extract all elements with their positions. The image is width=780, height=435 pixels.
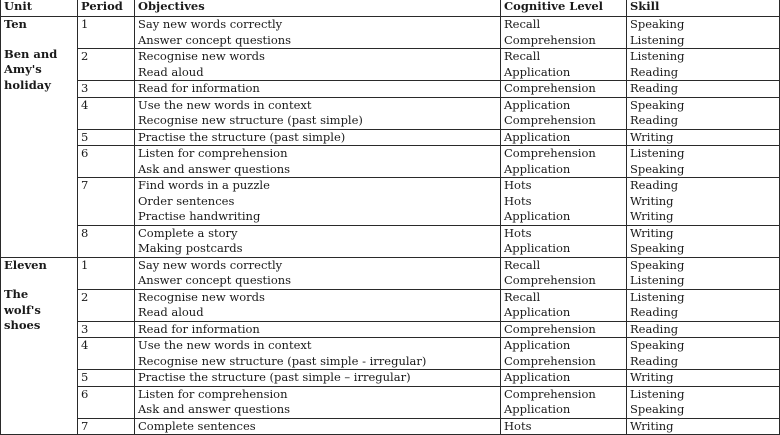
skill-cell (627, 146, 780, 178)
skill-text: Speaking (630, 338, 685, 352)
objective-cell (135, 289, 501, 321)
table-body (1, 17, 780, 435)
skill-text: Writing (630, 225, 674, 240)
table-row (1, 386, 780, 418)
objective-cell (135, 386, 501, 418)
table-row (1, 338, 780, 370)
objective-cell (135, 257, 501, 289)
objective-text: Read aloud (138, 305, 204, 319)
cognitive-level-cell (501, 289, 627, 321)
skill-cell (627, 338, 780, 370)
skill-cell (627, 321, 780, 338)
objective-cell (135, 129, 501, 146)
cognitive-level-text: Hots (504, 193, 532, 208)
skill-cell (627, 257, 780, 289)
cognitive-level-text: Application (504, 209, 571, 223)
skill-cell (627, 370, 780, 387)
objective-cell (135, 370, 501, 387)
objective-cell (135, 321, 501, 338)
cognitive-level-cell (501, 81, 627, 98)
cognitive-level-text: Recall (504, 257, 541, 272)
period-cell: 3 (78, 321, 135, 338)
header-period: Period (78, 0, 135, 17)
skill-text: Reading (630, 113, 679, 127)
skill-cell (627, 17, 780, 49)
skill-text: Speaking (630, 257, 685, 272)
cognitive-level-text: Application (504, 161, 571, 176)
cognitive-level-text: Application (504, 305, 571, 319)
skill-text: Writing (630, 193, 674, 208)
cognitive-level-text: Application (504, 370, 571, 384)
skill-text: Listening (630, 289, 685, 304)
period-cell: 5 (78, 370, 135, 387)
unit-name: Eleven (4, 257, 47, 272)
unit-cell (1, 257, 78, 435)
table-row (1, 49, 780, 81)
period-cell: 8 (78, 225, 135, 257)
cognitive-level-text: Comprehension (504, 353, 596, 368)
objective-text: Practise handwriting (138, 209, 261, 223)
skill-text: Speaking (630, 97, 685, 112)
cognitive-level-text: Recall (504, 49, 541, 63)
cognitive-level-cell (501, 49, 627, 81)
objective-text: Say new words correctly (138, 257, 283, 272)
cognitive-level-text: Application (504, 338, 571, 352)
objective-text: Say new words correctly (138, 17, 283, 31)
objective-text: Making postcards (138, 241, 243, 255)
table-row (1, 257, 780, 289)
objective-text: Listen for comprehension (138, 386, 288, 401)
table-row (1, 289, 780, 321)
cognitive-level-text: Comprehension (504, 32, 596, 47)
cognitive-level-text: Comprehension (504, 113, 596, 127)
skill-cell (627, 81, 780, 98)
skill-text: Writing (630, 129, 674, 144)
period-cell: 1 (78, 257, 135, 289)
cognitive-level-text: Recall (504, 289, 541, 304)
objective-cell (135, 97, 501, 129)
table-row (1, 178, 780, 226)
objective-text: Use the new words in context (138, 338, 312, 352)
objective-cell (135, 338, 501, 370)
period-cell: 7 (78, 418, 135, 435)
period-cell: 7 (78, 178, 135, 226)
objective-cell (135, 146, 501, 178)
table-row (1, 321, 780, 338)
skill-cell (627, 97, 780, 129)
period-cell: 4 (78, 97, 135, 129)
unit-cell (1, 17, 78, 258)
skill-cell (627, 289, 780, 321)
cognitive-level-text: Recall (504, 17, 541, 31)
cognitive-level-cell (501, 418, 627, 435)
objective-text: Practise the structure (past simple – irregular) (138, 370, 411, 384)
objective-text: Ask and answer questions (138, 402, 291, 416)
cognitive-level-text: Application (504, 97, 571, 112)
cognitive-level-text: Comprehension (504, 321, 596, 336)
cognitive-level-text: Hots (504, 178, 532, 192)
skill-text: Reading (630, 305, 679, 319)
skill-text: Speaking (630, 241, 685, 255)
cognitive-level-cell (501, 129, 627, 146)
skill-cell (627, 225, 780, 257)
table-row (1, 129, 780, 146)
skill-text: Reading (630, 321, 679, 336)
header-skill: Skill (627, 0, 780, 17)
objective-text: Complete a story (138, 225, 238, 240)
objective-text: Answer concept questions (138, 32, 292, 47)
skill-cell (627, 49, 780, 81)
period-cell: 2 (78, 289, 135, 321)
header-unit: Unit (1, 0, 78, 17)
objective-text: Practise the structure (past simple) (138, 129, 346, 144)
skill-text: Listening (630, 49, 685, 63)
skill-text: Speaking (630, 17, 685, 31)
cognitive-level-cell (501, 97, 627, 129)
unit-title: Ben and Amy's holiday (4, 46, 58, 92)
objective-text: Answer concept questions (138, 273, 292, 287)
cognitive-level-text: Hots (504, 418, 532, 433)
objective-text: Recognise new words (138, 289, 265, 304)
period-cell: 5 (78, 129, 135, 146)
cognitive-level-cell (501, 225, 627, 257)
cognitive-level-cell (501, 321, 627, 338)
skill-text: Listening (630, 273, 685, 287)
objective-cell (135, 81, 501, 98)
cognitive-level-text: Application (504, 129, 571, 144)
table-row (1, 97, 780, 129)
objective-text: Ask and answer questions (138, 161, 291, 176)
skill-text: Reading (630, 64, 679, 79)
cognitive-level-text: Comprehension (504, 146, 596, 160)
cognitive-level-text: Application (504, 64, 571, 79)
unit-name: Ten (4, 17, 27, 31)
cognitive-level-cell (501, 370, 627, 387)
cognitive-level-cell (501, 17, 627, 49)
skill-cell (627, 178, 780, 226)
objective-text: Use the new words in context (138, 97, 312, 112)
objective-text: Complete sentences (138, 418, 256, 433)
header-objectives: Objectives (135, 0, 501, 17)
objective-text: Read for information (138, 321, 260, 336)
cognitive-level-text: Application (504, 402, 571, 416)
cognitive-level-cell (501, 386, 627, 418)
skill-text: Listening (630, 386, 685, 401)
skill-cell (627, 129, 780, 146)
cognitive-level-cell (501, 338, 627, 370)
table-row (1, 81, 780, 98)
objective-cell (135, 49, 501, 81)
objective-text: Recognise new structure (past simple - irregular) (138, 353, 427, 368)
period-cell: 6 (78, 146, 135, 178)
objective-text: Order sentences (138, 193, 235, 208)
table-row (1, 370, 780, 387)
table-row (1, 225, 780, 257)
period-cell: 2 (78, 49, 135, 81)
period-cell: 3 (78, 81, 135, 98)
skill-text: Reading (630, 81, 679, 95)
objective-text: Recognise new words (138, 49, 265, 63)
skill-text: Writing (630, 418, 674, 433)
objective-cell (135, 17, 501, 49)
period-cell: 6 (78, 386, 135, 418)
skill-text: Listening (630, 32, 685, 47)
cognitive-level-text: Comprehension (504, 81, 596, 95)
skill-cell (627, 418, 780, 435)
objective-text: Find words in a puzzle (138, 178, 270, 192)
skill-cell (627, 386, 780, 418)
objective-text: Listen for comprehension (138, 146, 288, 160)
objective-text: Read for information (138, 81, 260, 95)
period-cell: 1 (78, 17, 135, 49)
skill-text: Writing (630, 370, 674, 384)
objective-text: Read aloud (138, 64, 204, 79)
period-cell: 4 (78, 338, 135, 370)
cognitive-level-text: Application (504, 241, 571, 255)
cognitive-level-text: Comprehension (504, 386, 596, 401)
table-header-row (1, 0, 780, 17)
cognitive-level-cell (501, 178, 627, 226)
table-row (1, 146, 780, 178)
objective-cell (135, 418, 501, 435)
cognitive-level-text: Hots (504, 225, 532, 240)
skill-text: Reading (630, 178, 679, 192)
cognitive-level-cell (501, 257, 627, 289)
table-row (1, 418, 780, 435)
unit-title: The wolf's shoes (4, 287, 41, 332)
objective-cell (135, 225, 501, 257)
skill-text: Speaking (630, 402, 685, 416)
table-row (1, 17, 780, 49)
skill-text: Reading (630, 353, 679, 368)
cognitive-level-cell (501, 146, 627, 178)
cognitive-level-text: Comprehension (504, 273, 596, 287)
objective-cell (135, 178, 501, 226)
header-cognitive-level: Cognitive Level (501, 0, 627, 17)
objective-text: Recognise new structure (past simple) (138, 113, 363, 127)
skill-text: Writing (630, 209, 674, 223)
skill-text: Listening (630, 146, 685, 160)
skill-text: Speaking (630, 161, 685, 176)
